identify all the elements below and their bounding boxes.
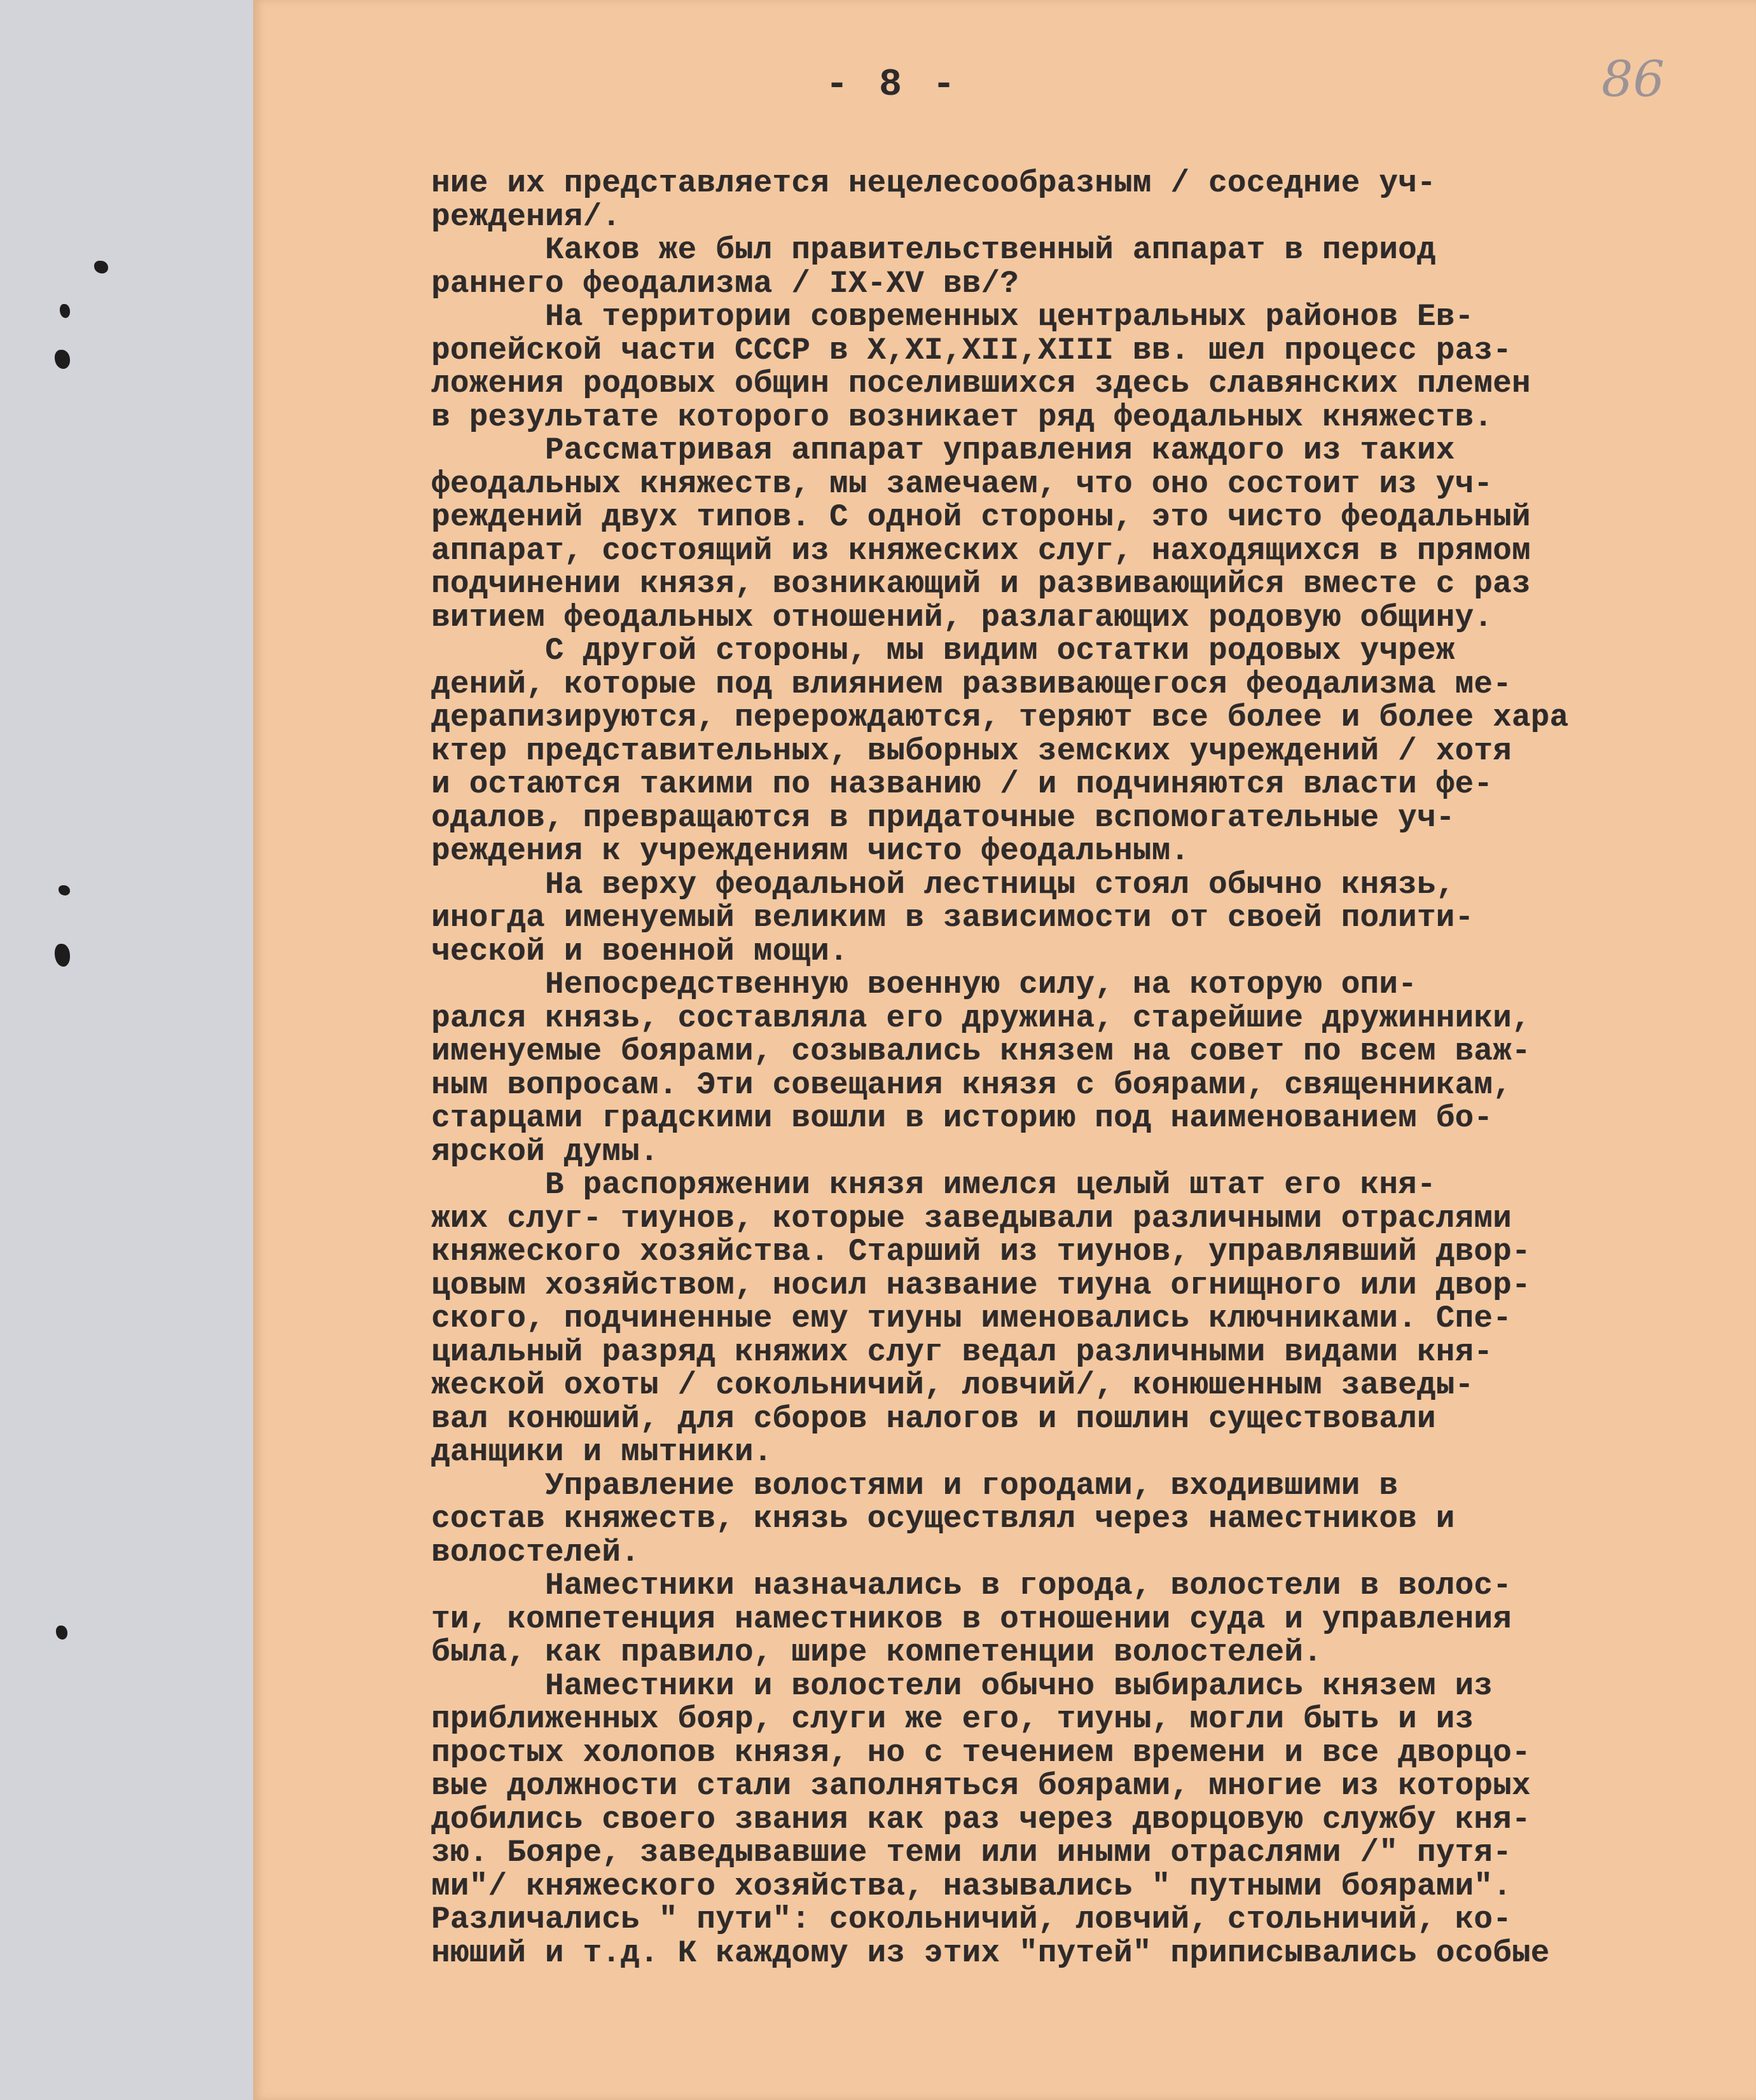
text-line: раннего феодализма / IX-XV вв/? [431,266,1019,300]
text-line: жих слуг- тиунов, которые заведывали различными отраслями [431,1201,1512,1235]
punch-hole-mark [59,885,70,895]
text-line: иногда именуемый великим в зависимости от своей полити- [431,901,1474,935]
text-line: и остаются такими по названию / и подчиняются власти фе- [431,768,1493,801]
text-line: жеской охоты / сокольничий, ловчий/, конюшенным заведы- [431,1369,1474,1402]
text-line: Различались " пути": сокольничий, ловчий, стольничий, ко- [431,1903,1512,1937]
text-line: вал конюший, для сборов налогов и пошлин существовали [431,1402,1436,1435]
text-line: подчинении князя, возникающий и развивающийся вместе с раз [431,567,1531,601]
punch-hole-mark [55,944,70,967]
text-line: ропейской части СССР в X,XI,XII,XIII вв. шел процесс раз- [431,333,1512,367]
text-line: ложения родовых общин поселившихся здесь славянских племен [431,367,1531,401]
text-line: вые должности стали заполняться боярами, многие из которых [431,1769,1531,1803]
text-line: ческой и военной мощи. [431,934,848,968]
text-line: реждения к учреждениям чисто феодальным. [431,834,1190,868]
text-line: Непосредственную военную силу, на которую опи- [431,968,1417,1002]
text-line: феодальных княжеств, мы замечаем, что оно состоит из уч- [431,467,1493,501]
document-text [431,167,1678,1970]
text-line: Наместники назначались в города, волостели в волос- [431,1569,1512,1603]
punch-hole-mark [60,304,70,318]
text-line: Каков же был правительственный аппарат в период [431,233,1436,267]
text-line: приближенных бояр, слуги же его, тиуны, могли быть и из [431,1703,1474,1736]
text-line: В распоряжении князя имелся целый штат его кня- [431,1168,1436,1202]
text-line: ярской думы. [431,1135,659,1168]
text-line: именуемые боярами, созывались князем на совет по всем важ- [431,1035,1531,1068]
text-line: рался князь, составляла его дружина, старейшие дружинники, [431,1001,1531,1035]
text-line: одалов, превращаются в придаточные вспомогательные уч- [431,801,1455,834]
text-line: Рассматривая аппарат управления каждого из таких [431,434,1455,467]
text-line: На территории современных центральных районов Ев- [431,300,1474,334]
text-line: дерапизируются, перерождаются, теряют все более и более хара [431,701,1569,735]
archive-folio-number: 86 [1601,51,1665,108]
punch-hole-mark [94,261,108,273]
text-line: ктер представительных, выборных земских учреждений / хотя [431,734,1512,768]
text-line: ми"/ княжеского хозяйства, назывались " путными боярами". [431,1869,1512,1903]
text-line: ского, подчиненные ему тиуны именовались ключниками. Спе- [431,1302,1512,1336]
text-line: была, как правило, шире компетенции волостелей. [431,1636,1322,1669]
text-line: Наместники и волостели обычно выбирались князем из [431,1669,1493,1703]
text-line: зю. Бояре, заведывавшие теми или иными отраслями /" путя- [431,1836,1512,1870]
text-line: простых холопов князя, но с течением времени и все дворцо- [431,1736,1531,1769]
text-line: старцами градскими вошли в историю под наименованием бо- [431,1102,1493,1135]
text-line: ным вопросам. Эти совещания князя с боярами, священникам, [431,1068,1512,1102]
punch-hole-mark [56,1626,67,1640]
text-line: реждений двух типов. С одной стороны, это чисто феодальный [431,501,1531,534]
text-line: княжеского хозяйства. Старший из тиунов, управлявший двор- [431,1235,1531,1269]
text-line: добились своего звания как раз через дворцовую службу кня- [431,1802,1531,1836]
text-line: данщики и мытники. [431,1435,773,1469]
text-line: На верху феодальной лестницы стоял обычно князь, [431,867,1455,901]
text-line: Управление волостями и городами, входившими в [431,1468,1399,1502]
text-line: состав княжеств, князь осуществлял через наместников и [431,1502,1455,1536]
text-line: циальный разряд княжих слуг ведал различными видами кня- [431,1335,1493,1369]
text-line: реждения/. [431,200,621,233]
text-line: ти, компетенция наместников в отношении суда и управления [431,1602,1512,1636]
text-line: цовым хозяйством, носил название тиуна огнищного или двор- [431,1268,1531,1302]
text-line: в результате которого возникает ряд феодальных княжеств. [431,400,1493,434]
text-line: нюший и т.д. К каждому из этих "путей" приписывались особые [431,1936,1550,1970]
page-number: - 8 - [826,64,960,107]
text-line: витием феодальных отношений, разлагающих родовую общину. [431,600,1493,634]
typewritten-page [253,0,1756,2100]
text-line: С другой стороны, мы видим остатки родовых учреж [431,634,1455,668]
text-line: ние их представляется нецелесообразным / соседние уч- [431,167,1436,200]
punch-hole-mark [55,350,70,369]
text-line: волостелей. [431,1535,640,1569]
text-line: дений, которые под влиянием развивающегося феодализма ме- [431,667,1512,701]
text-line: аппарат, состоящий из княжеских слуг, находящихся в прямом [431,534,1531,567]
